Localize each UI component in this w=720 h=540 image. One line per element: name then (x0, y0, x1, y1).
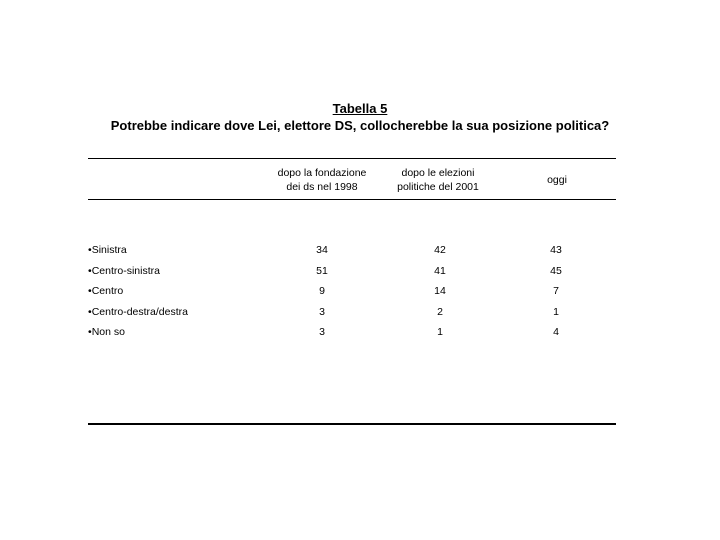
table-number: Tabella 5 (332, 101, 388, 116)
cell-oggi: 7 (553, 285, 559, 297)
cell-2001: 41 (434, 265, 446, 277)
bullet: • (88, 285, 92, 297)
column-header-oggi (497, 173, 617, 187)
cell-1998: 3 (319, 306, 325, 318)
cell-oggi: 1 (553, 306, 559, 318)
row-label (88, 244, 127, 256)
row-label-text: Centro-destra/destra (91, 306, 188, 318)
bullet: • (88, 326, 92, 338)
table-row (88, 306, 616, 326)
row-label (88, 265, 160, 277)
cell-2001: 1 (437, 326, 443, 338)
column-header-line: oggi (547, 174, 567, 186)
table-row (88, 265, 616, 285)
bottom-rule (88, 423, 616, 425)
row-label (88, 285, 123, 297)
cell-2001: 14 (434, 285, 446, 297)
column-header-line: dopo le elezioni (401, 167, 475, 179)
cell-2001: 2 (437, 306, 443, 318)
cell-oggi: 4 (553, 326, 559, 338)
row-label-text: Non so (91, 326, 125, 338)
table-row (88, 285, 616, 305)
row-label (88, 326, 125, 338)
cell-oggi: 43 (550, 244, 562, 256)
column-header-line: politiche del 2001 (397, 181, 479, 193)
cell-oggi: 45 (550, 265, 562, 277)
cell-1998: 3 (319, 326, 325, 338)
table-row (88, 244, 616, 264)
row-label-text: Centro (91, 285, 124, 297)
table-question: Potrebbe indicare dove Lei, elettore DS, collocherebbe la sua posizione politica? (110, 118, 610, 133)
cell-1998: 34 (316, 244, 328, 256)
column-header-2001 (378, 166, 498, 194)
table-row (88, 326, 616, 346)
cell-1998: 9 (319, 285, 325, 297)
bullet: • (88, 265, 92, 277)
column-header-line: dopo la fondazione (277, 167, 367, 179)
cell-1998: 51 (316, 265, 328, 277)
row-label-text: Sinistra (91, 244, 127, 256)
table-title (0, 100, 720, 134)
row-label-text: Centro-sinistra (91, 265, 160, 277)
bullet: • (88, 244, 92, 256)
header-rule (88, 199, 616, 200)
row-label (88, 306, 188, 318)
column-header-line: dei ds nel 1998 (286, 181, 358, 193)
bullet: • (88, 306, 92, 318)
top-rule (88, 158, 616, 159)
column-header-1998 (262, 166, 382, 194)
cell-2001: 42 (434, 244, 446, 256)
